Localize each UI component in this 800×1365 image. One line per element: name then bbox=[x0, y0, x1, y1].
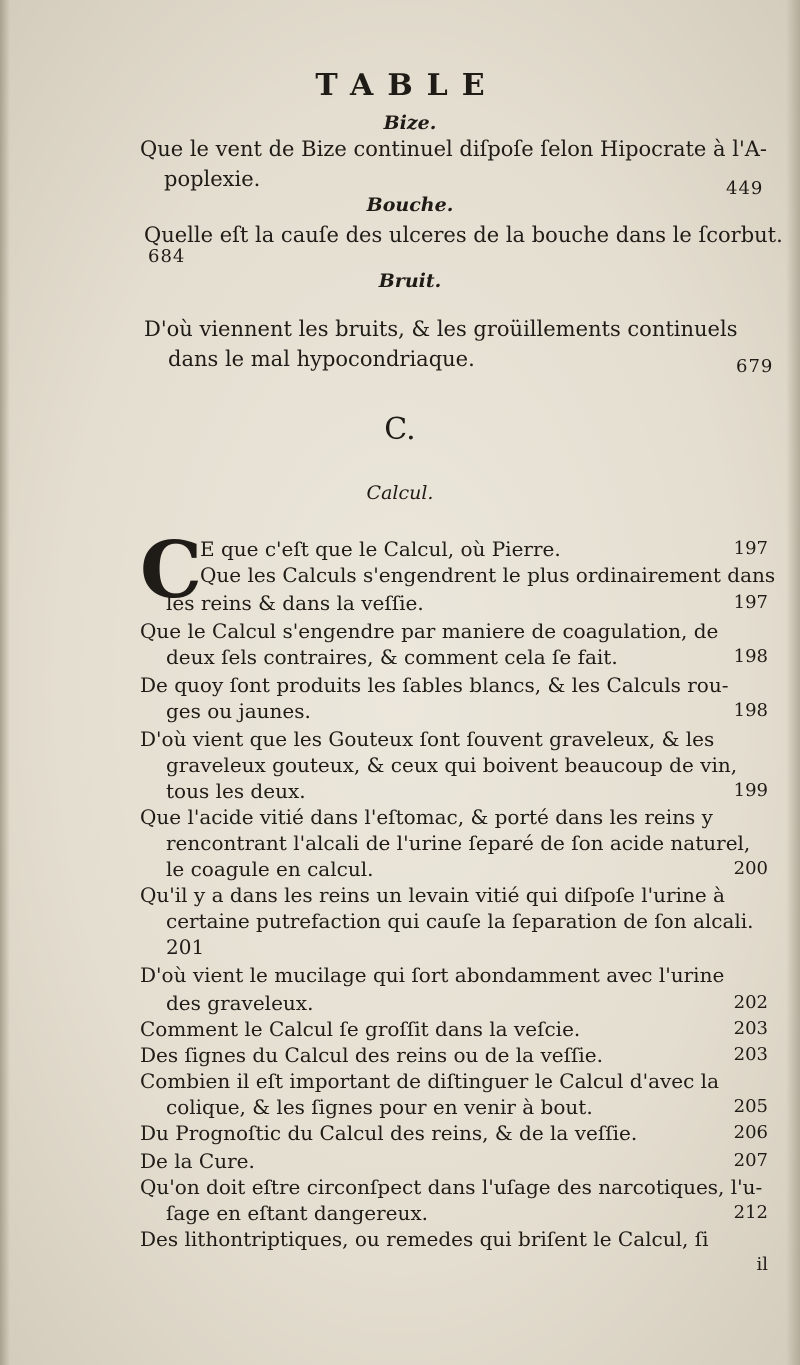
calcul-entry-line bbox=[140, 804, 768, 830]
letter-heading: C. bbox=[384, 412, 416, 447]
calcul-entry-line bbox=[166, 934, 768, 960]
entry-text: Des lithontriptiques, ou remedes qui briſent le Calcul, ſi bbox=[140, 1227, 709, 1251]
entry-text: Des ſignes du Calcul des reins ou de la veſſie. bbox=[140, 1043, 603, 1067]
entry-text: D'où vient le mucilage qui ſort abondamment avec l'urine bbox=[140, 963, 725, 987]
page-ref: 197 bbox=[733, 538, 768, 559]
calcul-entry-line bbox=[166, 830, 768, 856]
page-ref: 197 bbox=[733, 592, 768, 613]
page-ref: 200 bbox=[733, 858, 768, 879]
calcul-entry-line bbox=[166, 778, 768, 804]
entry-text: certaine putrefaction qui cauſe la ſeparation de ſon alcali. bbox=[166, 909, 754, 933]
entry-text: ſage en eſtant dangereux. bbox=[166, 1201, 429, 1225]
page-ref: 207 bbox=[733, 1150, 768, 1171]
page-ref: il bbox=[756, 1254, 768, 1275]
page-ref: 198 bbox=[733, 646, 768, 667]
calcul-entry-line bbox=[140, 1174, 768, 1200]
entry-text: De la Cure. bbox=[140, 1149, 255, 1173]
calcul-entry-line bbox=[166, 644, 768, 670]
entry-text: colique, & les ſignes pour en venir à bout. bbox=[166, 1095, 593, 1119]
page-ref: 206 bbox=[733, 1122, 768, 1143]
calcul-entry-line bbox=[166, 698, 768, 724]
page-ref: 212 bbox=[733, 1202, 768, 1223]
entry-bize bbox=[140, 134, 768, 194]
page-ref: 684 bbox=[148, 246, 186, 267]
page-ref: 203 bbox=[733, 1018, 768, 1039]
entry-line: Que le vent de Bize continuel diſpoſe ſelon Hipocrate à l'A- bbox=[140, 137, 767, 161]
entry-text: E que c'eſt que le Calcul, où Pierre. bbox=[200, 537, 561, 561]
entry-text: ges ou jaunes. bbox=[166, 699, 311, 723]
calcul-entry-line bbox=[140, 1120, 768, 1146]
calcul-entry-line bbox=[200, 536, 768, 562]
entry-text: De quoy ſont produits les ſables blancs, & les Calculs rou- bbox=[140, 673, 729, 697]
entry-line: Quelle eſt la cauſe des ulceres de la bouche dans le ſcorbut. bbox=[144, 223, 783, 247]
section-title-bruit: Bruit. bbox=[378, 270, 442, 292]
page-ref: 203 bbox=[733, 1044, 768, 1065]
calcul-entry-line bbox=[166, 990, 768, 1016]
calcul-entry-line bbox=[140, 1042, 768, 1068]
calcul-entry-line bbox=[140, 1016, 768, 1042]
entry-text: les reins & dans la veſſie. bbox=[166, 591, 424, 615]
drop-cap: C bbox=[140, 525, 203, 616]
calcul-entry-line bbox=[166, 590, 768, 616]
page-ref: 198 bbox=[733, 700, 768, 721]
entry-text: Combien il eſt important de diſtinguer le Calcul d'avec la bbox=[140, 1069, 720, 1093]
calcul-entry-line bbox=[140, 1068, 768, 1094]
entry-text: le coagule en calcul. bbox=[166, 857, 374, 881]
page-ref: 449 bbox=[726, 178, 764, 199]
calcul-entry-line bbox=[200, 562, 776, 588]
entry-text: deux ſels contraires, & comment cela ſe fait. bbox=[166, 645, 618, 669]
entry-line: poplexie. bbox=[164, 167, 261, 191]
entry-text: rencontrant l'alcali de l'urine ſeparé de ſon acide naturel, bbox=[166, 831, 751, 855]
calcul-entry-line bbox=[166, 908, 768, 934]
entry-text: Qu'on doit eſtre circonſpect dans l'uſage des narcotiques, l'u- bbox=[140, 1175, 763, 1199]
entry-text: Que le Calcul s'engendre par maniere de coagulation, de bbox=[140, 619, 719, 643]
page-ref: 202 bbox=[733, 992, 768, 1013]
calcul-entry-line bbox=[140, 1148, 768, 1174]
entry-text: D'où vient que les Gouteux ſont ſouvent graveleux, & les bbox=[140, 727, 715, 751]
calcul-entry-line bbox=[140, 962, 768, 988]
page-ref: 679 bbox=[736, 356, 774, 377]
entry-text: Du Prognoſtic du Calcul des reins, & de la veſſie. bbox=[140, 1121, 638, 1145]
calcul-entry-line bbox=[166, 1094, 768, 1120]
entry-line: dans le mal hypocondriaque. bbox=[168, 347, 475, 371]
entry-bruit bbox=[144, 314, 772, 374]
section-title-bize: Bize. bbox=[383, 112, 437, 134]
page-ref: 205 bbox=[733, 1096, 768, 1117]
entry-text: tous les deux. bbox=[166, 779, 306, 803]
section-title-calcul: Calcul. bbox=[366, 482, 434, 504]
section-title-bouche: Bouche. bbox=[366, 194, 454, 216]
entry-text: Comment le Calcul ſe groſſit dans la veſcie. bbox=[140, 1017, 581, 1041]
calcul-entry-line bbox=[140, 1226, 768, 1252]
calcul-entry-line bbox=[166, 856, 768, 882]
calcul-entry-line bbox=[140, 618, 768, 644]
entry-text: graveleux gouteux, & ceux qui boivent beaucoup de vin, bbox=[166, 753, 738, 777]
entry-text: Que l'acide vitié dans l'eſtomac, & porté dans les reins y bbox=[140, 805, 713, 829]
entry-bouche bbox=[144, 220, 783, 250]
page-ref: 199 bbox=[733, 780, 768, 801]
entry-text: des graveleux. bbox=[166, 991, 314, 1015]
calcul-entry-line bbox=[140, 726, 768, 752]
entry-text: 201 bbox=[166, 935, 205, 959]
entry-line: D'où viennent les bruits, & les groüillements continuels bbox=[144, 317, 738, 341]
entry-text: Que les Calculs s'engendrent le plus ordinairement dans bbox=[200, 563, 776, 587]
calcul-entry-line bbox=[140, 882, 768, 908]
page-header: TABLE bbox=[315, 68, 499, 103]
calcul-entry-line bbox=[166, 1200, 768, 1226]
entry-text: Qu'il y a dans les reins un levain vitié qui diſpoſe l'urine à bbox=[140, 883, 725, 907]
calcul-entry-line bbox=[140, 672, 768, 698]
calcul-entry-line bbox=[166, 752, 768, 778]
